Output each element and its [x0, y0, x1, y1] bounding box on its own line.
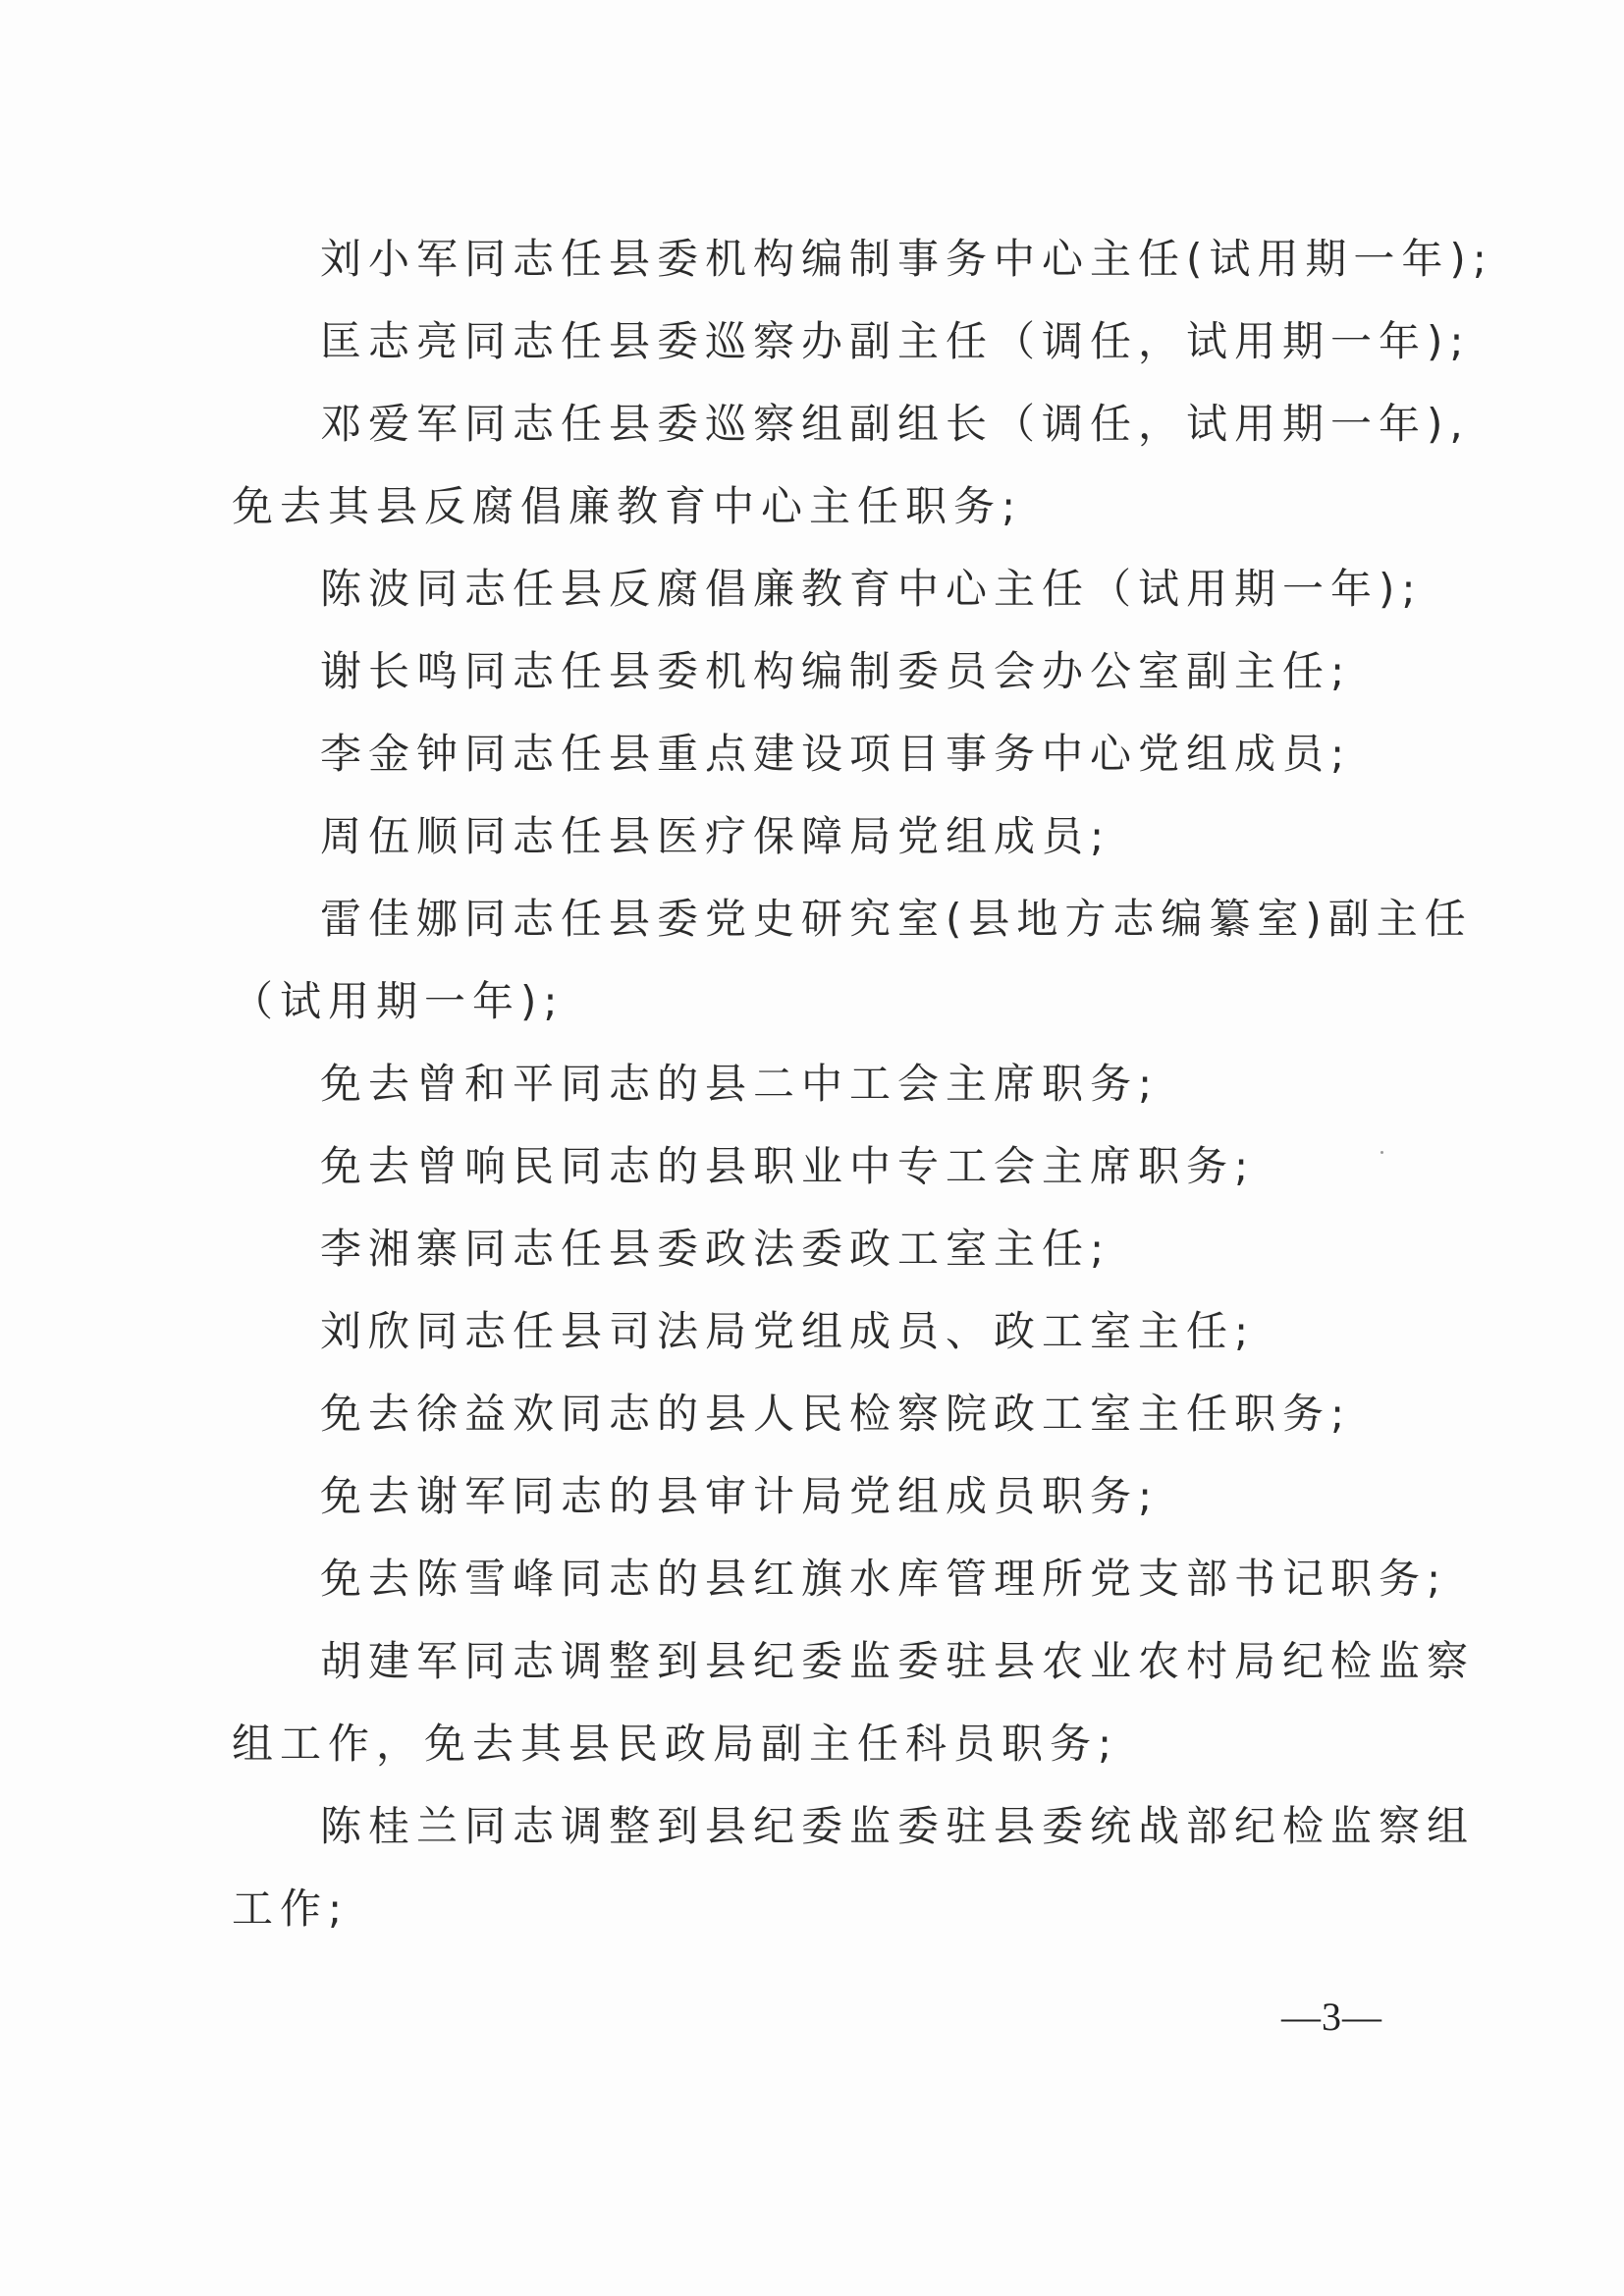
- scan-speck: [1380, 1151, 1383, 1154]
- paragraph-line: 胡建军同志调整到县纪委监委驻县农业农村局纪检监察: [320, 1637, 1476, 1685]
- paragraph-line: 匡志亮同志任县委巡察办副主任（调任，试用期一年);: [320, 317, 1471, 365]
- paragraph-line: 李金钟同志任县重点建设项目事务中心党组成员;: [320, 730, 1352, 778]
- page-number: —3—: [1281, 1995, 1382, 2039]
- paragraph-line: 李湘寨同志任县委政法委政工室主任;: [320, 1225, 1111, 1273]
- paragraph-line: （试用期一年);: [232, 977, 565, 1025]
- paragraph-line: 免去其县反腐倡廉教育中心主任职务;: [232, 482, 1023, 530]
- paragraph-line: 谢长鸣同志任县委机构编制委员会办公室副主任;: [320, 647, 1352, 695]
- paragraph-line: 免去谢军同志的县审计局党组成员职务;: [320, 1472, 1160, 1520]
- paragraph-line: 邓爱军同志任县委巡察组副组长（调任，试用期一年),: [320, 400, 1470, 448]
- paragraph-line: 刘小军同志任县委机构编制事务中心主任(试用期一年);: [320, 235, 1493, 283]
- paragraph-line: 刘欣同志任县司法局党组成员、政工室主任;: [320, 1307, 1256, 1355]
- paragraph-line: 陈桂兰同志调整到县纪委监委驻县委统战部纪检监察组: [320, 1802, 1476, 1850]
- paragraph-line: 免去曾响民同志的县职业中专工会主席职务;: [320, 1142, 1256, 1190]
- paragraph-line: 组工作，免去其县民政局副主任科员职务;: [232, 1720, 1119, 1768]
- paragraph-line: 免去徐益欢同志的县人民检察院政工室主任职务;: [320, 1390, 1352, 1438]
- paragraph-line: 工作;: [232, 1885, 350, 1933]
- document-body: [232, 218, 1493, 1950]
- paragraph-line: 陈波同志任县反腐倡廉教育中心主任（试用期一年);: [320, 565, 1423, 613]
- paragraph-line: 周伍顺同志任县医疗保障局党组成员;: [320, 812, 1111, 860]
- paragraph-line: 免去陈雪峰同志的县红旗水库管理所党支部书记职务;: [320, 1555, 1448, 1603]
- paragraph-line: 免去曾和平同志的县二中工会主席职务;: [320, 1060, 1160, 1108]
- paragraph-line: 雷佳娜同志任县委党史研究室(县地方志编纂室)副主任: [320, 895, 1473, 943]
